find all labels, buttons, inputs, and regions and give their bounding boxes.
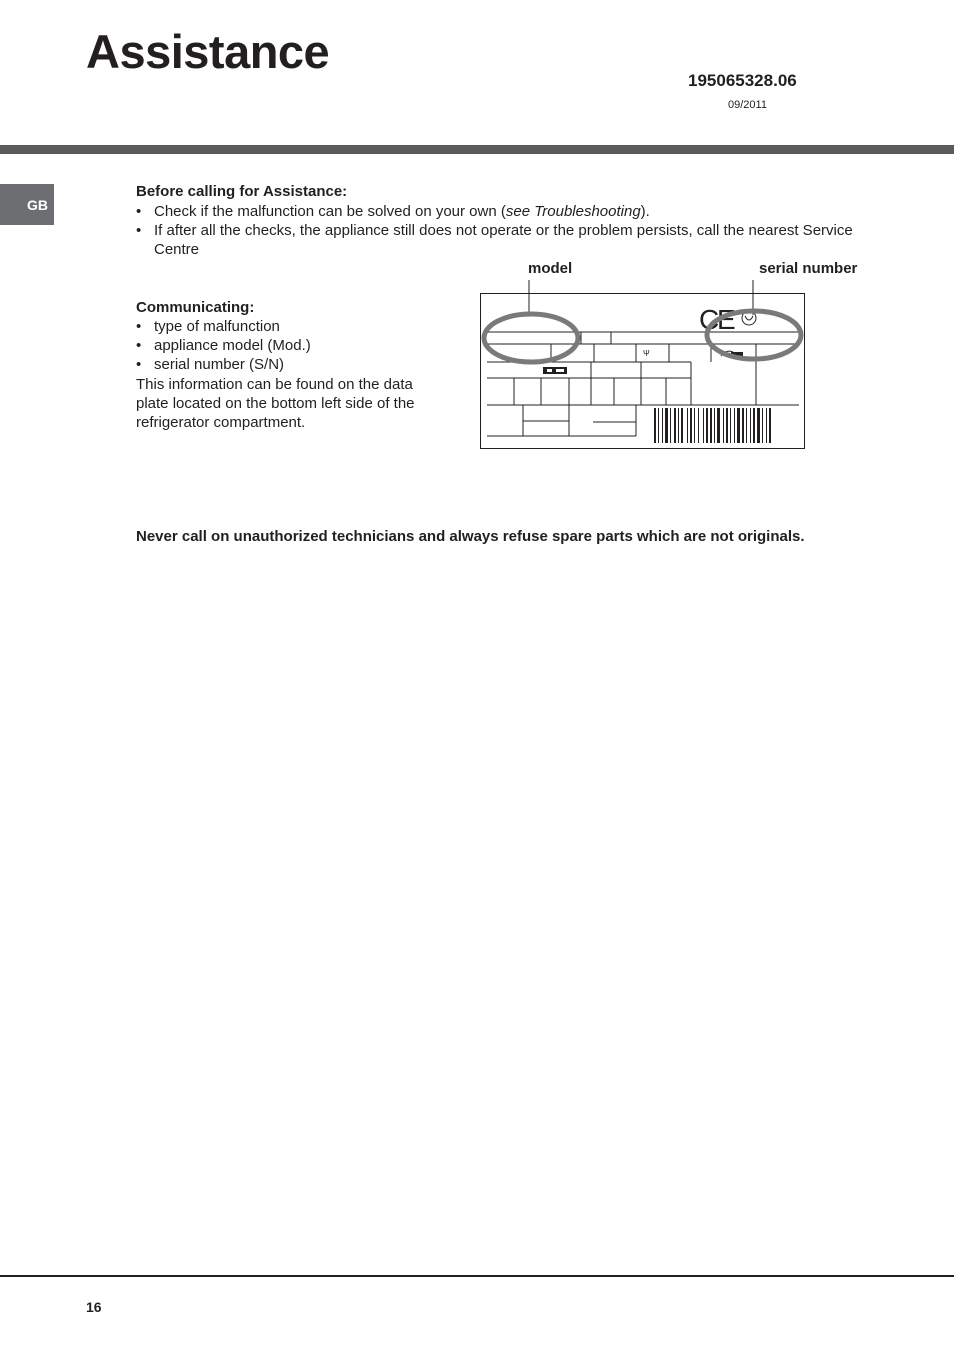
warning-notice: Never call on unauthorized technicians and always refuse spare parts which are not originals. <box>136 528 805 545</box>
serial-number-callout-label: serial number <box>759 260 858 277</box>
list-item-text: appliance model (Mod.) <box>154 337 311 354</box>
svg-text:Ψ: Ψ <box>643 349 650 358</box>
before-calling-heading: Before calling for Assistance: <box>136 183 348 200</box>
data-plate-info-line-2: plate located on the bottom left side of the <box>136 395 415 412</box>
footer-rule <box>0 1275 954 1277</box>
list-item-text: Check if the malfunction can be solved on your own (see Troubleshooting). <box>154 203 650 220</box>
bullet-marker: • <box>136 318 142 335</box>
svg-text:C: C <box>699 304 720 335</box>
list-item-text: If after all the checks, the appliance still does not operate or the problem persists, call the nearest Service <box>154 222 853 239</box>
list-item-text: serial number (S/N) <box>154 356 285 373</box>
language-tab: GB <box>0 184 54 225</box>
data-plate-info-line-3: refrigerator compartment. <box>136 414 306 431</box>
model-callout-label: model <box>528 260 573 277</box>
document-date: 09/2011 <box>728 99 767 111</box>
svg-text:E: E <box>717 304 736 335</box>
header-rule <box>0 145 954 154</box>
document-code: 195065328.06 <box>688 71 797 90</box>
troubleshooting-reference: see Troubleshooting <box>505 203 641 220</box>
callout-overlay <box>470 280 810 360</box>
list-item <box>136 336 436 356</box>
list-item <box>136 317 436 337</box>
bullet-marker: • <box>136 356 142 373</box>
list-item <box>136 355 436 375</box>
list-item-text: type of malfunction <box>154 318 280 335</box>
page-title: Assistance <box>86 25 330 78</box>
list-item <box>136 202 896 222</box>
communicating-heading: Communicating: <box>136 299 255 316</box>
bullet-marker: • <box>136 203 142 220</box>
list-item-text-continued: Centre <box>154 241 200 259</box>
data-plate-info-line-1: This information can be found on the data <box>136 376 413 393</box>
bullet-marker: • <box>136 222 142 239</box>
page-number: 16 <box>86 1299 102 1315</box>
model-highlight-ellipse <box>484 314 578 362</box>
barcode <box>654 408 771 443</box>
bullet-marker: • <box>136 337 142 354</box>
serial-number-highlight-ellipse <box>707 311 801 359</box>
list-item <box>136 221 896 261</box>
